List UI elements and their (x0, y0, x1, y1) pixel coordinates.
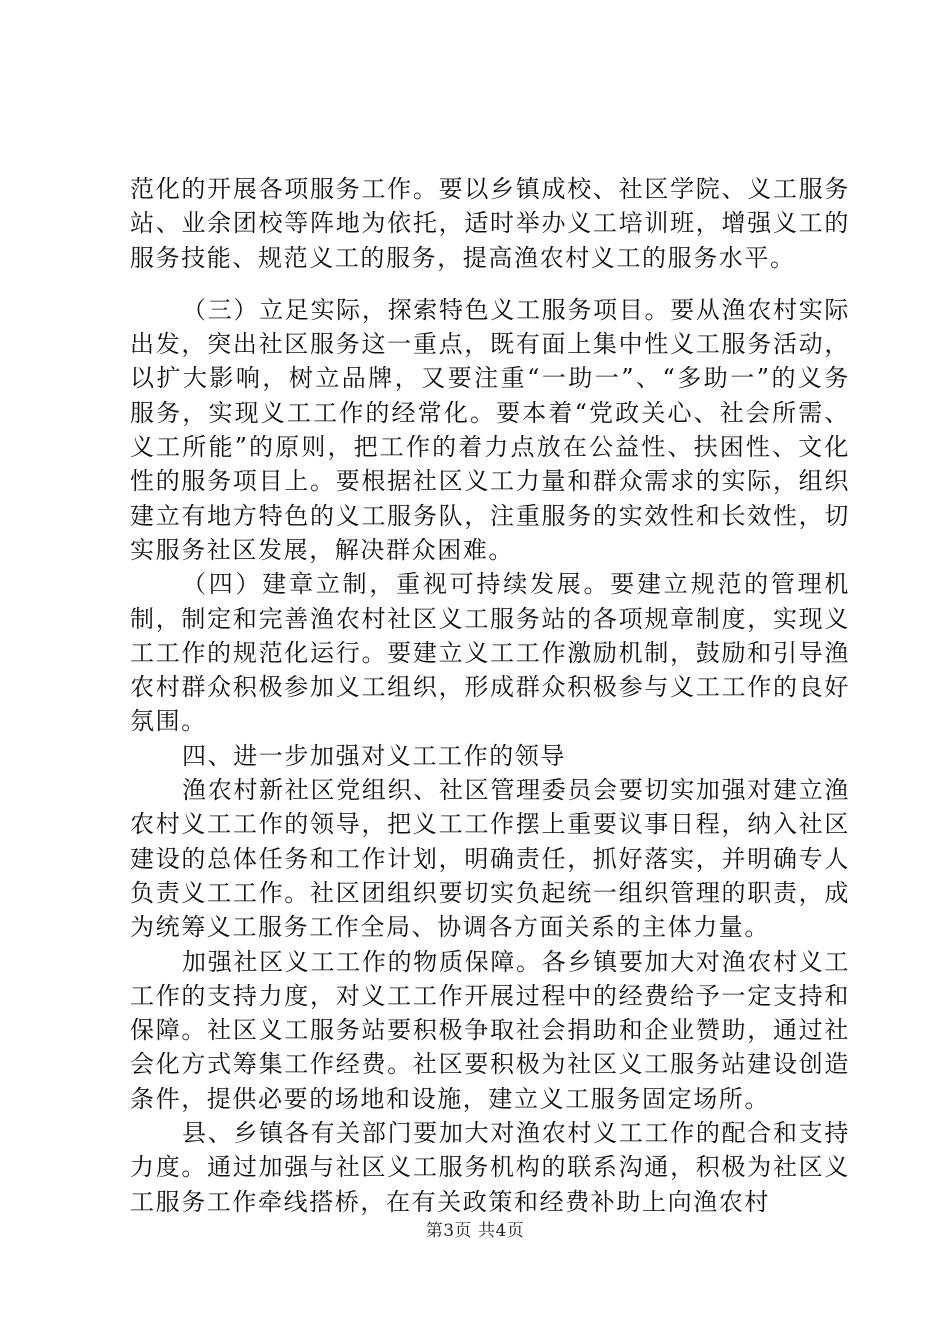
document-body (130, 172, 850, 1219)
paragraph-department-support: 县、乡镇各有关部门要加大对渔农村义工工作的配合和支持力度。通过加强与社区义工服务机构的联系沟通，积极为社区义工服务工作牵线搭桥，在有关政策和经费补助上向渔农村 (130, 1119, 850, 1216)
paragraph-continuation: 范化的开展各项服务工作。要以乡镇成校、社区学院、义工服务站、业余团校等阵地为依托，适时举办义工培训班，增强义工的服务技能、规范义工的服务，提高渔农村义工的服务水平。 (130, 175, 850, 272)
page-number-footer: 第3页 共4页 (425, 1221, 525, 1241)
section-heading-four: 四、进一步加强对义工工作的领导 (182, 741, 566, 770)
paragraph-leadership: 渔农村新社区党组织、社区管理委员会要切实加强对建立渔农村义工工作的领导，把义工工作摆上重要议事日程，纳入社区建设的总体任务和工作计划，明确责任，抓好落实，并明确专人负责义工工作。社区团组织要切实负起统一组织管理的职责，成为统筹义工服务工作全局、协调各方面关系的主体力量。 (130, 776, 850, 942)
paragraph-section-four: （四）建章立制，重视可持续发展。要建立规范的管理机制，制定和完善渔农村社区义工服务站的各项规章制度，实现义工工作的规范化运行。要建立义工工作激励机制，鼓励和引导渔农村群众积极参加义工组织，形成群众积极参与义工工作的良好氛围。 (130, 570, 850, 736)
paragraph-material-support: 加强社区义工工作的物质保障。各乡镇要加大对渔农村义工工作的支持力度，对义工工作开展过程中的经费给予一定支持和保障。社区义工服务站要积极争取社会捐助和企业赞助，通过社会化方式筹集工作经费。社区要积极为社区义工服务站建设创造条件，提供必要的场地和设施，建立义工服务固定场所。 (130, 947, 850, 1113)
paragraph-section-three: （三）立足实际，探索特色义工服务项目。要从渔农村实际出发，突出社区服务这一重点，既有面上集中性义工服务活动，以扩大影响，树立品牌，又要注重“一助一”、“多助一”的义务服务，实现义工工作的经常化。要本着“党政关心、社会所需、义工所能”的原则，把工作的着力点放在公益性、扶困性、文化性的服务项目上。要根据社区义工力量和群众需求的实际，组织建立有地方特色的义工服务队，注重服务的实效性和长效性，切实服务社区发展，解决群众困难。 (130, 295, 850, 564)
